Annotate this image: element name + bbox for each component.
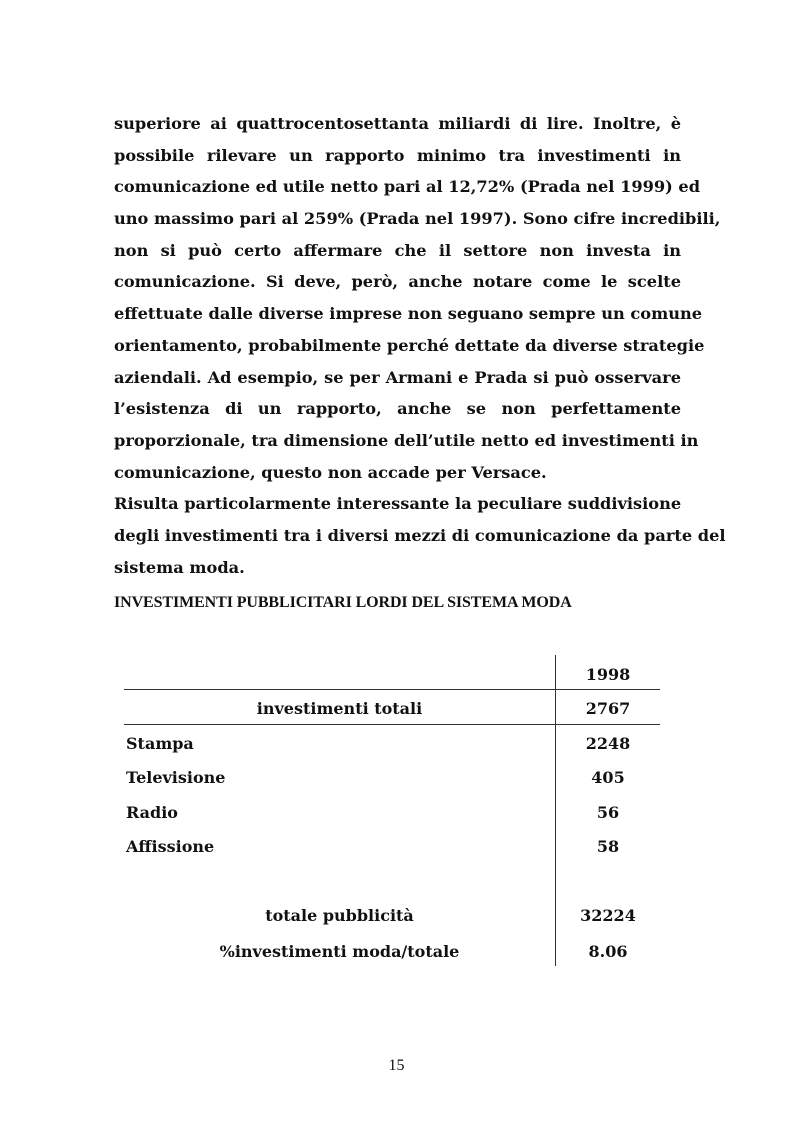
- body-line: proporzionale, tra dimensione dell’utile netto ed investimenti in: [114, 430, 699, 450]
- media-row-value: 56: [596, 803, 620, 822]
- body-line: orientamento, probabilmente perché dettate da diverse strategie: [114, 335, 705, 355]
- body-line: superiore ai quattrocentosettanta miliardi di lire. Inoltre, è: [114, 114, 681, 133]
- body-line: uno massimo pari al 259% (Prada nel 1997). Sono cifre incredibili,: [114, 209, 721, 229]
- body-line: non si può certo affermare che il settore non investa in: [114, 240, 681, 260]
- body-line: effettuate dalle diverse imprese non seguano sempre un comune: [114, 304, 703, 324]
- body-line: aziendali. Ad esempio, se per Armani e Prada si può osservare: [114, 367, 681, 387]
- table-header-rule: [124, 689, 660, 690]
- media-row-value: 58: [596, 837, 620, 856]
- year-header: 1998: [585, 665, 631, 684]
- advertising-total-value: 32224: [580, 906, 636, 925]
- body-line: possibile rilevare un rapporto minimo tra investimenti in: [114, 145, 681, 165]
- media-row-label: Stampa: [126, 734, 194, 753]
- media-row-label: Radio: [126, 803, 178, 822]
- body-line: Risulta particolarmente interessante la peculiare suddivisione: [114, 494, 682, 514]
- fashion-share-label: %investimenti moda/totale: [219, 942, 460, 961]
- advertising-total-label: totale pubblicità: [265, 906, 414, 925]
- table-total-rule: [124, 724, 660, 725]
- media-row-label: Televisione: [126, 768, 226, 787]
- total-investment-value: 2767: [585, 699, 631, 718]
- page-number: 15: [388, 1057, 405, 1074]
- media-row-value: 405: [591, 768, 625, 787]
- body-line: sistema moda.: [114, 557, 245, 577]
- media-row-label: Affissione: [126, 837, 215, 856]
- media-row-value: 2248: [585, 734, 631, 753]
- body-line: comunicazione. Si deve, però, anche notare come le scelte: [114, 272, 681, 292]
- body-line: comunicazione, questo non accade per Versace.: [114, 462, 547, 482]
- table-title: INVESTIMENTI PUBBLICITARI LORDI DEL SISTEMA MODA: [114, 594, 572, 611]
- body-line: comunicazione ed utile netto pari al 12,72% (Prada nel 1999) ed: [114, 177, 701, 197]
- body-line: degli investimenti tra i diversi mezzi di comunicazione da parte del: [114, 525, 726, 545]
- fashion-share-value: 8.06: [588, 942, 628, 961]
- body-paragraph: [114, 108, 726, 583]
- total-investment-label: investimenti totali: [256, 699, 423, 718]
- body-line: l’esistenza di un rapporto, anche se non perfettamente: [114, 399, 681, 419]
